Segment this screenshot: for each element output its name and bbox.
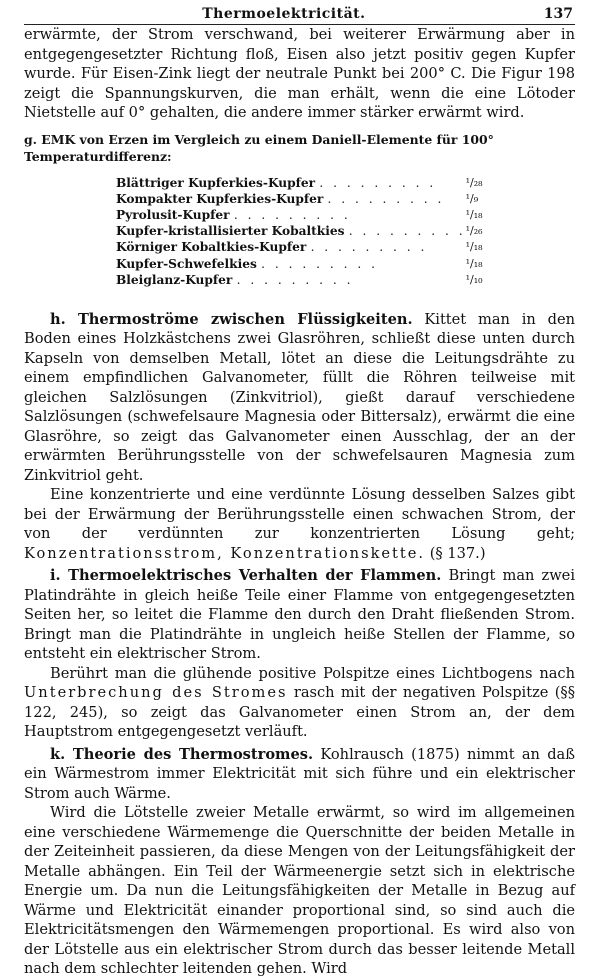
emk-row-label: Kompakter Kupferkies-Kupfer — [116, 191, 324, 206]
section-h-term: Konzentrationsstrom, Konzentrationskette. — [24, 544, 426, 562]
emk-row-value: ¹/₉ — [465, 191, 479, 205]
section-i-paragraph-1 — [24, 566, 575, 664]
emk-row-pair — [116, 272, 466, 288]
leader-dots: . . . . . . . . . — [348, 224, 466, 239]
book-page — [24, 6, 575, 979]
emk-row-label: Bleiglanz-Kupfer — [116, 272, 233, 287]
section-k-heading: k. Theorie des Thermostromes. — [50, 745, 314, 763]
section-k-text-1: Kohlrausch (1875) nimmt an daß ein Wärmestrom immer Elektricität mit sich führe und ein elektrischer Strom auch Wärme. — [24, 745, 576, 802]
emk-row — [116, 207, 483, 223]
emk-row — [116, 239, 483, 255]
intro-paragraph: erwärmte, der Strom verschwand, bei weiterer Erwärmung aber in entgegengesetzter Richtung floß, Eisen also jetzt positiv gegen Kupfer wurde. Für Eisen-Zink liegt der neutrale Punkt bei 200° C. Die Figur 198 zeigt die Spannungskurven, die man erhält, wenn die eine Lötoder Nietstelle auf 0° gehalten, die andere immer stärker erwärmt wird. — [24, 26, 575, 121]
section-h-text-1: Kittet man in den Boden eines Holzkästchens zwei Glasröhren, schließt diese unten durch Kapseln von demselben Metall, lötet an diese die Leitungsdrähte zu einem empfindlichen Galvanometer, füllt die Röhren teilweise mit gleichen Salzlösungen (Zinkvitriol), gießt darauf verschiedene Salzlösungen (schwefelsaure Magnesia oder Bittersalz), erwärmt die eine Glasröhre, so zeigt das Galvanometer einen Ausschlag, der an der erwärmten Berührungsstelle von der schwefelsauren Magnesia zum Zinkvitriol geht. — [24, 310, 576, 484]
emk-row — [116, 256, 483, 272]
emk-row-value: ¹/₂₈ — [465, 175, 483, 189]
emk-row-label: Körniger Kobaltkies-Kupfer — [116, 240, 307, 255]
section-h-text-2: Eine konzentrierte und eine verdünnte Lösung desselben Salzes gibt bei der Erwärmung der Berührungsstelle einen schwachen Strom, der von der verdünnten zur konzentrierten Lösung geht; — [24, 486, 575, 543]
section-k-paragraph-2: Wird die Lötstelle zweier Metalle erwärmt, so wird im allgemeinen eine verschiedene Wärmemenge die Querschnitte der beiden Metalle in der Zeiteinheit passieren, da diese Mengen von der Leitungsfähigkeit der Metalle abhängen. Ein Teil der Wärmeenergie setzt sich in elektrische Energie um. Da nun die Leitungsfähigkeiten der Metalle in Bezug auf Wärme und Elektricität einander proportional sind, so sind auch die Elektricitätsmengen den Wärmemengen proportional. Es wird also von der Lötstelle aus ein elektrischer Strom durch das besser leitende Metall nach dem schlechter leitenden gehen. Wird — [24, 804, 575, 978]
emk-row-value: ¹/₁₈ — [465, 256, 483, 270]
section-i-text-2a: Berührt man die glühende positive Polspitze eines Lichtbogens nach — [50, 664, 575, 682]
section-i-term: Unterbrechung des Stromes — [24, 684, 288, 702]
emk-row-pair — [116, 191, 466, 207]
section-i-text-1: Bringt man zwei Platindrähte in gleich heiße Teile einer Flamme von entgegengesetzten Seiten her, so leitet die Flamme den durch den Draht fließenden Strom. Bringt man die Platindrähte in ungleich heiße Stellen der Flamme, so entsteht ein elektrischer Strom. — [24, 567, 575, 663]
section-k-paragraph-1 — [24, 745, 575, 804]
emk-row — [116, 272, 483, 288]
section-h-ref: (§ 137.) — [429, 544, 486, 562]
emk-row — [116, 223, 483, 239]
emk-row — [116, 191, 483, 207]
emk-row-value: ¹/₂₆ — [465, 224, 483, 238]
running-header — [24, 6, 575, 25]
emk-row-pair — [116, 256, 466, 272]
leader-dots: . . . . . . . . . — [310, 240, 428, 255]
section-h-paragraph-2 — [24, 485, 575, 563]
emk-row-pair — [116, 175, 466, 191]
section-g-heading: g. EMK von Erzen im Vergleich zu einem Daniell-Elemente für 100° Temperaturdifferenz: — [24, 131, 494, 164]
page-number: 137 — [543, 6, 573, 22]
running-title: Thermoelektricität. — [202, 6, 366, 22]
emk-row-pair — [116, 223, 466, 239]
leader-dots: . . . . . . . . . — [327, 191, 445, 206]
leader-dots: . . . . . . . . . — [233, 207, 351, 222]
section-i-paragraph-2 — [24, 664, 575, 742]
emk-row-pair — [116, 239, 466, 255]
emk-row-label: Kupfer-Schwefelkies — [116, 256, 257, 271]
leader-dots: . . . . . . . . . — [261, 256, 378, 271]
leader-dots: . . . . . . . . . — [236, 272, 354, 287]
section-h-heading: h. Thermoströme zwischen Flüssigkeiten. — [50, 310, 413, 328]
leader-dots: . . . . . . . . . — [319, 175, 437, 190]
emk-row-value: ¹/₁₈ — [465, 207, 483, 221]
emk-table-body — [116, 175, 483, 288]
emk-row-label: Blättriger Kupferkies-Kupfer — [116, 175, 316, 190]
emk-row-label: Kupfer-kristallisierter Kobaltkies — [116, 224, 345, 239]
emk-row-label: Pyrolusit-Kupfer — [116, 207, 230, 222]
emk-table — [116, 175, 483, 288]
section-i-text-2b: rasch mit der negativen Polspitze (§§ 122, 245), so zeigt das Galvanometer einen Strom an, der dem Hauptstrom entgegengesetzt verläuft. — [24, 684, 575, 741]
emk-row-value: ¹/₁₀ — [465, 272, 483, 286]
section-h-paragraph-1 — [24, 310, 575, 486]
section-i-heading: i. Thermoelektrisches Verhalten der Flammen. — [50, 567, 442, 585]
emk-row-pair — [116, 207, 466, 223]
emk-row — [116, 175, 483, 191]
emk-row-value: ¹/₁₈ — [465, 240, 483, 254]
